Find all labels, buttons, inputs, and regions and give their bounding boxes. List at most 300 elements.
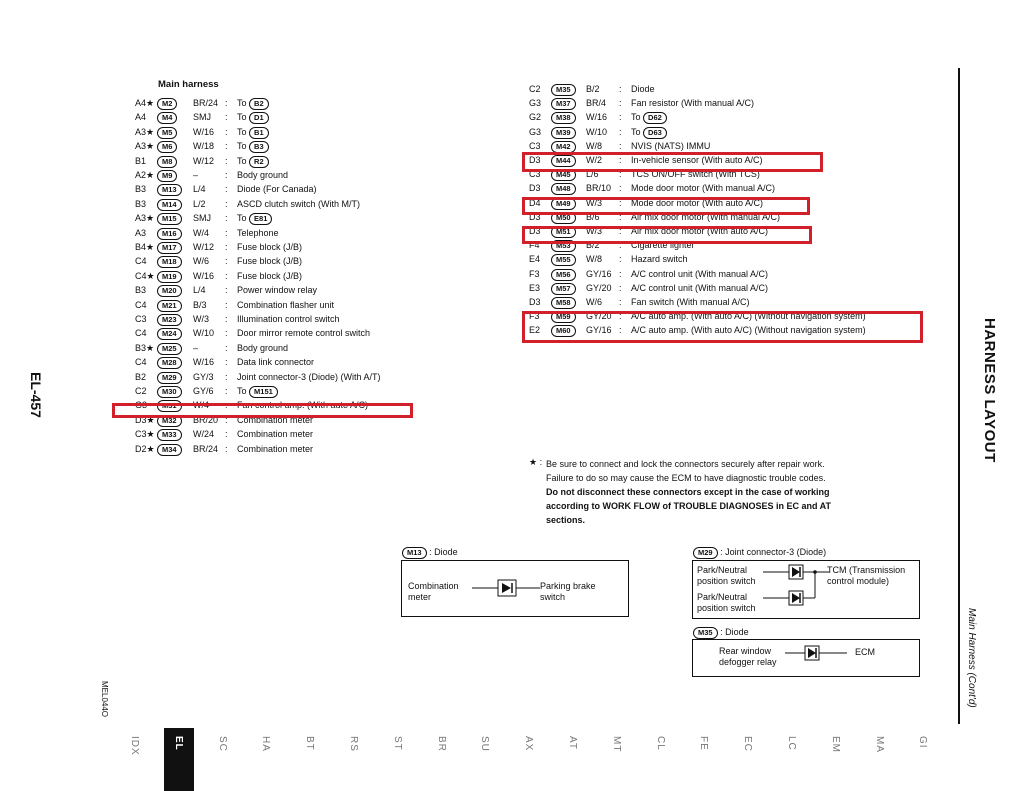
diagram-label: Parking brake bbox=[540, 581, 596, 591]
connector-tag: M31 bbox=[157, 400, 182, 412]
diagram-label: meter bbox=[408, 592, 432, 602]
connector-row bbox=[135, 313, 425, 326]
connector-ref: E81 bbox=[249, 213, 272, 225]
separator: : bbox=[225, 429, 228, 440]
grid-location: C3 bbox=[529, 140, 541, 151]
wire-spec: W/24 bbox=[193, 429, 215, 440]
description bbox=[237, 270, 302, 283]
description-text: Fuse block (J/B) bbox=[237, 242, 303, 252]
wire-spec: GY/6 bbox=[193, 386, 214, 396]
wire-spec: SMJ bbox=[193, 213, 211, 224]
connector-row bbox=[529, 296, 929, 309]
wire-spec: L/2 bbox=[193, 198, 206, 209]
tab-label: EL bbox=[172, 736, 184, 751]
tab-br[interactable] bbox=[427, 728, 457, 791]
separator: : bbox=[225, 314, 228, 324]
connector-row bbox=[135, 385, 425, 398]
separator: : bbox=[225, 270, 228, 281]
wire-spec: GY/20 bbox=[586, 311, 612, 322]
connector-tag: M23 bbox=[157, 314, 182, 326]
diagram-label: ECM bbox=[855, 647, 875, 657]
connector-ref: M151 bbox=[249, 386, 278, 398]
tab-ax[interactable] bbox=[514, 728, 544, 791]
diagram-label: Park/Neutral bbox=[697, 592, 748, 602]
wire-spec: BR/10 bbox=[586, 183, 612, 194]
separator: : bbox=[619, 268, 622, 279]
connector-tag: M58 bbox=[551, 297, 576, 309]
highlight-m31 bbox=[112, 403, 413, 418]
wire-spec: W/10 bbox=[193, 328, 215, 339]
connector-ref: D1 bbox=[249, 112, 269, 124]
separator: : bbox=[225, 227, 228, 238]
separator: : bbox=[225, 443, 228, 454]
tab-label: LC bbox=[786, 736, 797, 751]
grid-location: C3 bbox=[135, 314, 147, 324]
highlight-m49 bbox=[522, 197, 810, 215]
diode-symbol bbox=[472, 576, 542, 600]
tab-label: MT bbox=[610, 736, 622, 753]
tab-label: BR bbox=[435, 736, 447, 752]
description-text: Power window relay bbox=[237, 285, 318, 296]
description-text: To bbox=[237, 98, 247, 108]
tab-ec[interactable] bbox=[733, 728, 763, 791]
connector-tag: M14 bbox=[157, 199, 182, 211]
tab-label: AT bbox=[567, 736, 578, 751]
grid-location: D3 bbox=[529, 297, 541, 307]
connector-row bbox=[135, 111, 425, 124]
description bbox=[237, 183, 317, 196]
separator: : bbox=[225, 386, 228, 396]
connector-tag: M37 bbox=[551, 98, 576, 110]
description bbox=[237, 284, 317, 297]
tab-su[interactable] bbox=[470, 728, 500, 791]
wire-spec: BR/24 bbox=[193, 443, 219, 454]
tab-label: EC bbox=[742, 736, 754, 752]
description-text: Hazard switch bbox=[631, 254, 688, 265]
description-text: Fuse block (J/B) bbox=[237, 270, 303, 281]
tab-mt[interactable] bbox=[602, 728, 632, 791]
grid-location: A2★ bbox=[135, 170, 155, 180]
connector-tag: M35 bbox=[693, 627, 718, 639]
highlight-m44 bbox=[522, 152, 823, 172]
wire-spec: L/4 bbox=[193, 184, 206, 195]
separator: : bbox=[225, 400, 228, 411]
grid-location: C4 bbox=[135, 328, 147, 339]
note-line2: Failure to do so may cause the ECM to have diagnostic trouble codes. bbox=[546, 473, 826, 483]
tab-el[interactable] bbox=[164, 728, 194, 791]
description-text: Combination flasher unit bbox=[237, 299, 335, 310]
description bbox=[631, 253, 688, 266]
grid-location: F4 bbox=[529, 240, 540, 251]
connector-row bbox=[529, 111, 929, 124]
grid-location: B4★ bbox=[135, 242, 155, 252]
connector-tag: M4 bbox=[157, 112, 177, 124]
grid-location: A3★ bbox=[135, 126, 155, 137]
connector-tag: M6 bbox=[157, 141, 177, 153]
description-text: Combination meter bbox=[237, 443, 314, 454]
connector-row bbox=[529, 140, 929, 153]
tab-label: AX bbox=[523, 736, 535, 752]
wire-spec: BR/20 bbox=[193, 414, 219, 425]
connector-row bbox=[135, 140, 425, 153]
connector-row bbox=[135, 371, 425, 384]
description-text: Body ground bbox=[237, 342, 289, 353]
connector-row bbox=[135, 299, 425, 312]
separator: : bbox=[225, 155, 228, 166]
connector-row bbox=[135, 255, 425, 268]
description-text: Illumination control switch bbox=[237, 314, 340, 324]
description-text: Joint connector-3 (Diode) (With A/T) bbox=[237, 371, 381, 382]
wire-spec: – bbox=[193, 170, 199, 180]
grid-location: G2 bbox=[529, 112, 542, 123]
separator: : bbox=[225, 170, 228, 180]
description-text: TCS ON/OFF switch (With TCS) bbox=[631, 169, 760, 180]
tab-label: MA bbox=[873, 736, 885, 753]
tab-label: IDX bbox=[129, 736, 140, 756]
connector-tag: M57 bbox=[551, 283, 576, 295]
description bbox=[631, 97, 754, 110]
diode-symbol bbox=[785, 643, 849, 663]
diagram-m13-box bbox=[401, 560, 629, 617]
grid-location: D3 bbox=[529, 211, 541, 222]
wire-spec: W/16 bbox=[586, 112, 608, 123]
connector-tag: M20 bbox=[157, 285, 182, 297]
wire-spec: W/16 bbox=[193, 126, 215, 137]
diagram-label: Park/Neutral bbox=[697, 565, 748, 575]
connector-row bbox=[135, 97, 425, 110]
description bbox=[237, 385, 278, 398]
description-text: Combination meter bbox=[237, 429, 314, 440]
tab-st[interactable] bbox=[383, 728, 413, 791]
description-text: To bbox=[237, 386, 247, 396]
description bbox=[631, 83, 655, 96]
separator: : bbox=[619, 140, 622, 151]
description-text: Air mix door motor (With manual A/C) bbox=[631, 211, 781, 222]
separator: : bbox=[619, 226, 622, 236]
diagram-label: TCM (Transmission bbox=[827, 565, 906, 575]
wire-spec: W/2 bbox=[586, 155, 603, 165]
grid-location: G3 bbox=[529, 98, 542, 109]
grid-location: C4★ bbox=[135, 270, 155, 281]
connector-tag: M51 bbox=[551, 226, 576, 238]
description-text: A/C control unit (With manual A/C) bbox=[631, 268, 769, 279]
wire-spec: W/10 bbox=[586, 126, 608, 137]
connector-tag: M16 bbox=[157, 228, 182, 240]
connector-tag: M29 bbox=[157, 372, 182, 384]
grid-location: B3 bbox=[135, 198, 147, 209]
separator: : bbox=[619, 197, 622, 208]
wire-spec: B/3 bbox=[193, 299, 207, 310]
connector-row bbox=[135, 284, 425, 297]
grid-location: F3 bbox=[529, 268, 540, 279]
description-text: Fan resistor (With manual A/C) bbox=[631, 98, 755, 109]
description-text: NVIS (NATS) IMMU bbox=[631, 140, 711, 151]
description bbox=[237, 227, 279, 240]
description-text: Combination meter bbox=[237, 414, 314, 425]
wire-spec: GY/20 bbox=[586, 282, 612, 293]
description-text: To bbox=[237, 112, 247, 123]
diagram-title: : Joint connector-3 (Diode) bbox=[720, 547, 827, 557]
separator: : bbox=[619, 183, 622, 194]
highlight-m59-m60 bbox=[522, 311, 923, 343]
description-text: Fan control amp. (With auto A/C) bbox=[237, 400, 369, 411]
description-text: A/C control unit (With manual A/C) bbox=[631, 282, 769, 293]
description-text: Mode door motor (With manual A/C) bbox=[631, 183, 776, 194]
tab-label: FE bbox=[698, 736, 710, 751]
tab-sc[interactable] bbox=[208, 728, 238, 791]
description-text: Diode (For Canada) bbox=[237, 184, 317, 195]
diagram-label: Rear window bbox=[719, 646, 772, 656]
grid-location: C4 bbox=[135, 299, 147, 310]
description-text: To bbox=[631, 126, 641, 137]
description-text: Diode bbox=[631, 84, 655, 94]
wire-spec: W/3 bbox=[193, 314, 210, 324]
wire-spec: W/16 bbox=[193, 357, 215, 368]
tab-label: RS bbox=[348, 736, 359, 752]
separator: : bbox=[225, 126, 228, 137]
connector-row bbox=[135, 155, 425, 168]
description bbox=[237, 111, 269, 124]
tab-label: CL bbox=[654, 736, 666, 751]
connector-tag: M56 bbox=[551, 269, 576, 281]
connector-row bbox=[529, 83, 929, 96]
wire-spec: W/18 bbox=[193, 141, 215, 152]
description-text: Telephone bbox=[237, 227, 279, 238]
grid-location: B3 bbox=[135, 285, 147, 296]
wire-spec: W/4 bbox=[193, 400, 210, 411]
connector-row bbox=[529, 282, 929, 295]
description-text: To bbox=[237, 141, 247, 152]
wire-spec: W/6 bbox=[193, 256, 210, 267]
connector-tag: M42 bbox=[551, 141, 576, 153]
note-bold3: sections. bbox=[546, 515, 586, 525]
separator: : bbox=[225, 357, 228, 368]
tab-bt[interactable] bbox=[295, 728, 325, 791]
separator: : bbox=[225, 98, 228, 108]
tab-label: ST bbox=[391, 736, 403, 751]
wire-spec: B/2 bbox=[586, 84, 600, 94]
separator: : bbox=[619, 155, 622, 165]
wire-spec: GY/16 bbox=[586, 268, 612, 279]
separator: : bbox=[225, 414, 228, 425]
separator: : bbox=[225, 371, 228, 382]
connector-row bbox=[529, 253, 929, 266]
figure-code: MEL044O bbox=[100, 681, 109, 718]
separator: : bbox=[619, 98, 622, 109]
connector-row bbox=[529, 268, 929, 281]
description-text: Air mix door motor (With auto A/C) bbox=[631, 226, 769, 236]
diagram-label: position switch bbox=[697, 576, 756, 586]
grid-location: C4 bbox=[135, 357, 147, 368]
grid-location: B3 bbox=[135, 184, 147, 195]
grid-location: F3 bbox=[529, 311, 540, 322]
description-text: A/C auto amp. (With auto A/C) (Without navigation system) bbox=[631, 325, 866, 336]
description bbox=[237, 140, 269, 153]
connector-row bbox=[135, 227, 425, 240]
main-harness-heading: Main harness bbox=[158, 79, 219, 90]
connector-row bbox=[529, 182, 929, 195]
connector-row bbox=[135, 270, 425, 283]
side-subtitle: Main Harness (Cont'd) bbox=[966, 608, 977, 708]
tab-idx[interactable] bbox=[120, 728, 150, 791]
description bbox=[237, 126, 269, 139]
separator: : bbox=[619, 240, 622, 251]
note-line1: Be sure to connect and lock the connectors securely after repair work. bbox=[546, 459, 825, 469]
separator: : bbox=[225, 184, 228, 195]
tab-label: BT bbox=[304, 736, 316, 751]
wire-spec: L/4 bbox=[193, 285, 206, 296]
wire-spec: W/4 bbox=[193, 227, 210, 238]
separator: : bbox=[225, 285, 228, 296]
grid-location: C3★ bbox=[135, 429, 155, 440]
connector-tag: M34 bbox=[157, 444, 182, 456]
separator: : bbox=[619, 282, 622, 293]
description bbox=[237, 428, 313, 441]
description-text: In-vehicle sensor (With auto A/C) bbox=[631, 155, 763, 165]
connector-tag: M55 bbox=[551, 254, 576, 266]
diagram-title: : Diode bbox=[429, 547, 458, 557]
tab-fe[interactable] bbox=[689, 728, 719, 791]
connector-tag: M9 bbox=[157, 170, 177, 182]
connector-tag: M30 bbox=[157, 386, 182, 398]
section-tabs bbox=[120, 728, 950, 791]
grid-location: A4 bbox=[135, 112, 147, 123]
description-text: Mode door motor (With auto A/C) bbox=[631, 197, 764, 208]
wire-spec: W/8 bbox=[586, 140, 603, 151]
connector-tag: M18 bbox=[157, 256, 182, 268]
description-text: ASCD clutch switch (With M/T) bbox=[237, 198, 361, 209]
connector-tag: M49 bbox=[551, 198, 576, 210]
tab-lc[interactable] bbox=[777, 728, 807, 791]
tab-gi[interactable] bbox=[908, 728, 938, 791]
connector-tag: M13 bbox=[157, 184, 182, 196]
connector-ref: B1 bbox=[249, 127, 269, 139]
description-text: Fuse block (J/B) bbox=[237, 256, 303, 267]
grid-location: D2★ bbox=[135, 443, 155, 454]
diagram-label: control module) bbox=[827, 576, 890, 586]
description bbox=[237, 255, 302, 268]
grid-location: B2 bbox=[135, 371, 147, 382]
separator: : bbox=[619, 84, 622, 94]
connector-tag: M59 bbox=[551, 311, 576, 323]
separator: : bbox=[225, 328, 228, 339]
diagram-m29-title bbox=[693, 546, 826, 559]
separator: : bbox=[225, 256, 228, 267]
description bbox=[631, 140, 710, 153]
separator: : bbox=[225, 141, 228, 152]
separator: : bbox=[619, 325, 622, 336]
wire-spec: W/8 bbox=[586, 254, 603, 265]
description-text: Door mirror remote control switch bbox=[237, 328, 371, 339]
separator: : bbox=[225, 213, 228, 224]
description bbox=[237, 155, 269, 168]
grid-location: A3★ bbox=[135, 141, 155, 152]
tab-ma[interactable] bbox=[865, 728, 895, 791]
description bbox=[631, 296, 750, 309]
highlight-m51 bbox=[522, 226, 812, 244]
description bbox=[237, 198, 360, 211]
separator: : bbox=[619, 211, 622, 222]
diagram-label: Combination bbox=[408, 581, 459, 591]
grid-location: G3 bbox=[529, 126, 542, 137]
description bbox=[237, 371, 381, 384]
description-text: Cigarette lighter bbox=[631, 240, 695, 251]
separator: : bbox=[225, 112, 228, 123]
wire-spec: L/6 bbox=[586, 169, 599, 180]
separator: : bbox=[225, 198, 228, 209]
tab-cl[interactable] bbox=[646, 728, 676, 791]
wire-spec: W/6 bbox=[586, 297, 603, 307]
tab-rs[interactable] bbox=[339, 728, 369, 791]
diagram-m13-title bbox=[402, 546, 458, 559]
connector-row bbox=[135, 428, 425, 441]
connector-ref: D63 bbox=[643, 127, 667, 139]
connector-tag: M5 bbox=[157, 127, 177, 139]
tab-label: EM bbox=[829, 736, 841, 753]
description-text: To bbox=[237, 213, 247, 224]
separator: : bbox=[619, 169, 622, 180]
connector-tag: M38 bbox=[551, 112, 576, 124]
description bbox=[237, 169, 288, 182]
connector-tag: M19 bbox=[157, 271, 182, 283]
description bbox=[237, 356, 314, 369]
grid-location: E2 bbox=[529, 325, 541, 336]
grid-location: D3 bbox=[529, 226, 541, 236]
diode-symbol bbox=[763, 561, 833, 619]
connector-ref: R2 bbox=[249, 156, 269, 168]
tab-label: GI bbox=[917, 736, 929, 749]
wire-spec: BR/24 bbox=[193, 98, 219, 108]
separator: : bbox=[619, 297, 622, 307]
wire-spec: W/12 bbox=[193, 242, 215, 252]
diagram-m29-box bbox=[692, 560, 920, 619]
connector-row bbox=[135, 342, 425, 355]
tab-em[interactable] bbox=[821, 728, 851, 791]
tab-label: SC bbox=[216, 736, 228, 752]
description bbox=[237, 97, 269, 110]
grid-location: C3 bbox=[529, 169, 541, 180]
tab-at[interactable] bbox=[558, 728, 588, 791]
connector-tag: M21 bbox=[157, 300, 182, 312]
connector-row bbox=[135, 327, 425, 340]
tab-label: SU bbox=[479, 736, 491, 752]
connector-row bbox=[135, 198, 425, 211]
description bbox=[237, 327, 370, 340]
connector-row bbox=[135, 356, 425, 369]
description-text: To bbox=[237, 155, 247, 166]
tab-ha[interactable] bbox=[251, 728, 281, 791]
separator: : bbox=[225, 242, 228, 252]
note-block bbox=[529, 457, 899, 527]
description bbox=[631, 126, 667, 139]
connector-row bbox=[529, 126, 929, 139]
connector-tag: M35 bbox=[551, 84, 576, 96]
diagram-m35-title bbox=[693, 626, 749, 639]
note-bold2: according to WORK FLOW of TROUBLE DIAGNOSES in EC and AT bbox=[546, 501, 831, 511]
connector-tag: M50 bbox=[551, 212, 576, 224]
description-text: Data link connector bbox=[237, 357, 315, 368]
description bbox=[237, 241, 302, 254]
grid-location: D3 bbox=[529, 183, 541, 194]
side-rule bbox=[958, 68, 960, 724]
side-title: HARNESS LAYOUT bbox=[981, 318, 998, 463]
wire-spec: BR/4 bbox=[586, 98, 607, 109]
connector-tag: M45 bbox=[551, 169, 576, 181]
connector-ref: D62 bbox=[643, 112, 667, 124]
description bbox=[237, 313, 340, 326]
connector-tag: M39 bbox=[551, 127, 576, 139]
wire-spec: GY/3 bbox=[193, 371, 214, 382]
